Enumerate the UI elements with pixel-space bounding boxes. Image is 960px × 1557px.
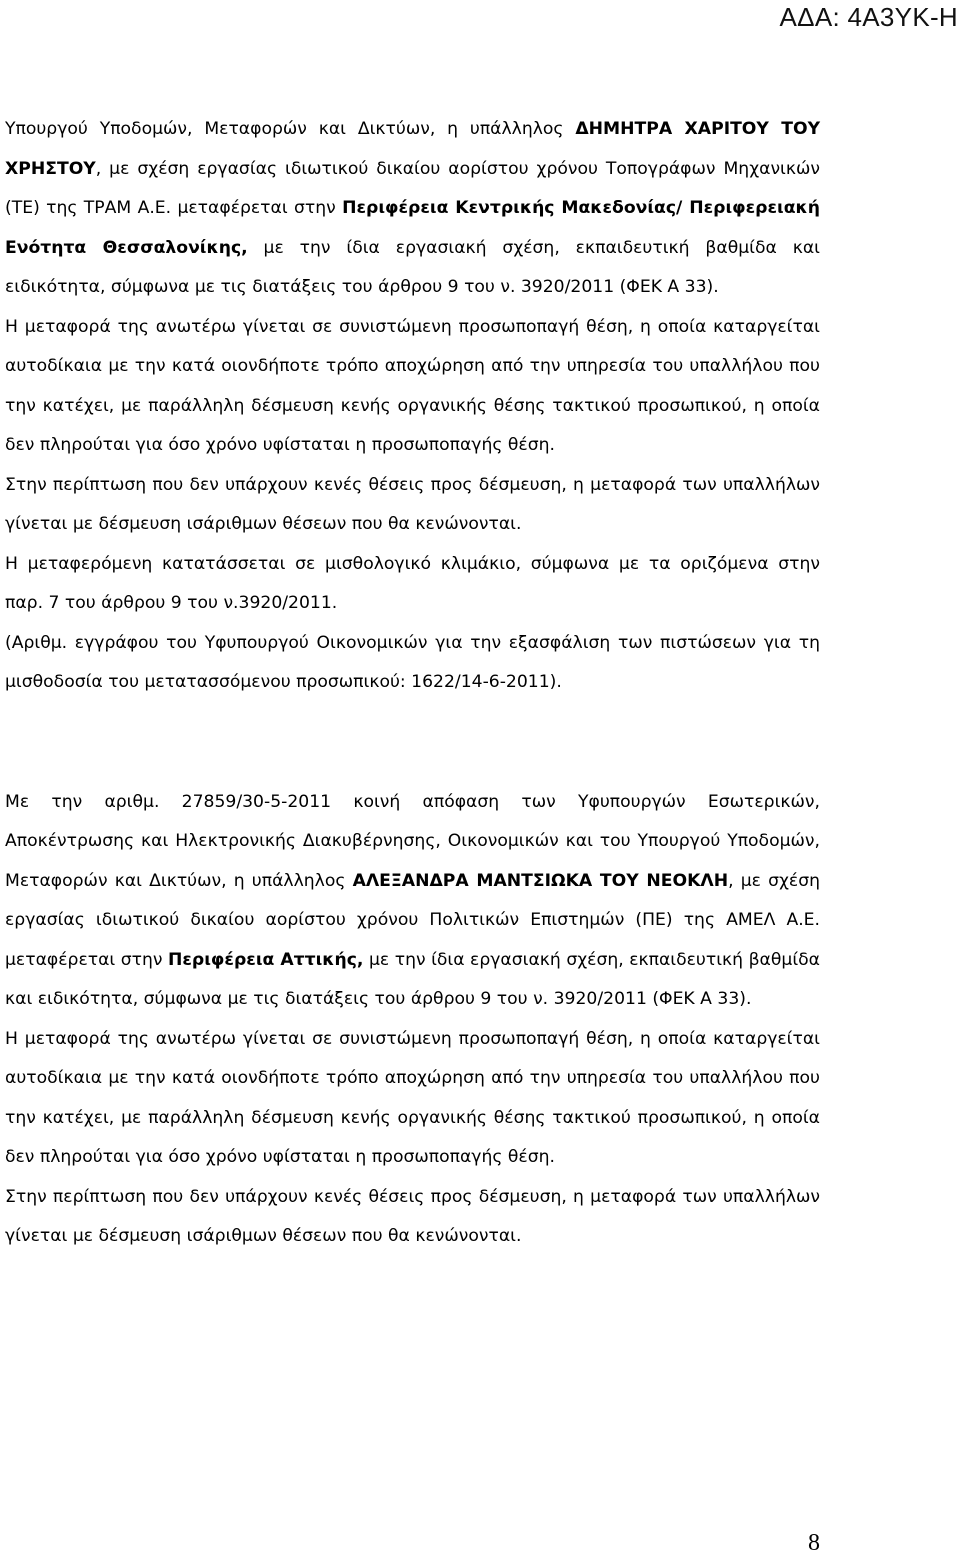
page-number: 8 <box>808 1530 820 1556</box>
employee-name-2: ΑΛΕΞΑΝΔΡΑ ΜΑΝΤΣΙΩΚΑ ΤΟΥ ΝΕΟΚΛΗ <box>352 870 729 891</box>
document-body <box>5 110 820 1257</box>
paragraph-transfer-2 <box>5 783 820 1020</box>
paragraph-funding-1: (Αριθμ. εγγράφου του Υφυπουργού Οικονομικών για την εξασφάλιση των πιστώσεων για τη μισθοδοσία του μετατασσόμενου προσωπικού: 1622/14-6-2011). <box>5 632 820 692</box>
paragraph-vacancies-1: Στην περίπτωση που δεν υπάρχουν κενές θέσεις προς δέσμευση, η μεταφορά των υπαλλήλων γίνεται με δέσμευση ισάριθμων θέσεων που θα κενώνονται. <box>5 474 820 534</box>
employee-name-1: ΔΗΜΗΤΡΑ ΧΑΡΙΤΟΥ ΤΟΥ ΧΡΗΣΤΟΥ <box>5 119 821 179</box>
text-segment: με την ίδια εργασιακή σχέση, εκπαιδευτική βαθμίδα και ειδικότητα, σύμφωνα με τις διατάξεις του άρθρου 9 του ν. 3920/2011 (ΦΕΚ Α 33). <box>5 949 820 1009</box>
paragraph-position-1: Η μεταφορά της ανωτέρω γίνεται σε συνιστώμενη προσωποπαγή θέση, η οποία καταργείται αυτοδίκαια με την κατά οιονδήποτε τρόπο αποχώρηση από την υπηρεσία του υπαλλήλου που την κατέχει, με παράλληλη δέσμευση κενής οργανικής θέσης τακτικού προσωπικού, η οποία δεν πληρούται για όσο χρόνο υφίσταται η προσωποπαγής θέση. <box>5 316 820 455</box>
paragraph-vacancies-2: Στην περίπτωση που δεν υπάρχουν κενές θέσεις προς δέσμευση, η μεταφορά των υπαλλήλων γίνεται με δέσμευση ισάριθμων θέσεων που θα κενώνονται. <box>5 1186 820 1246</box>
text-segment: Υπουργού Υποδομών, Μεταφορών και Δικτύων, η υπάλληλος <box>5 119 576 139</box>
text-segment: , με σχέση εργασίας ιδιωτικού δικαίου αορίστου χρόνου Τοπογράφων Μηχανικών (ΤΕ) της ΤΡΑΜ Α.Ε. μεταφέρεται στην <box>5 158 820 218</box>
ada-code: ΑΔΑ: 4Α3ΥΚ-Η <box>779 2 958 32</box>
text-segment: Με την αριθμ. 27859/30-5-2011 κοινή απόφαση των Υφυπουργών Εσωτερικών, Αποκέντρωσης και Ηλεκτρονικής Διακυβέρνησης, Οικονομικών και του Υπουργού Υποδομών, Μεταφορών και Δικτύων, η υπάλληλος <box>5 791 820 891</box>
section-gap <box>5 703 820 783</box>
destination-region-2: Περιφέρεια Αττικής, <box>167 949 364 970</box>
text-segment: , με σχέση εργασίας ιδιωτικού δικαίου αορίστου χρόνου Πολιτικών Επιστημών (ΠΕ) της ΑΜΕΛ Α.Ε. μεταφέρεται στην <box>5 870 820 970</box>
paragraph-transfer-1 <box>5 110 820 308</box>
paragraph-salary-1: Η μεταφερόμενη κατατάσσεται σε μισθολογικό κλιμάκιο, σύμφωνα με τα οριζόμενα στην παρ. 7 του άρθρου 9 του ν.3920/2011. <box>5 553 820 613</box>
text-segment: με την ίδια εργασιακή σχέση, εκπαιδευτική βαθμίδα και ειδικότητα, σύμφωνα με τις διατάξεις του άρθρου 9 του ν. 3920/2011 (ΦΕΚ Α 33). <box>5 237 821 297</box>
destination-region-1: Περιφέρεια Κεντρικής Μακεδονίας/ Περιφερειακή Ενότητα Θεσσαλονίκης, <box>5 198 820 258</box>
paragraph-position-2: Η μεταφορά της ανωτέρω γίνεται σε συνιστώμενη προσωποπαγή θέση, η οποία καταργείται αυτοδίκαια με την κατά οιονδήποτε τρόπο αποχώρηση από την υπηρεσία του υπαλλήλου που την κατέχει, με παράλληλη δέσμευση κενής οργανικής θέσης τακτικού προσωπικού, η οποία δεν πληρούται για όσο χρόνο υφίσταται η προσωποπαγής θέση. <box>5 1028 820 1167</box>
